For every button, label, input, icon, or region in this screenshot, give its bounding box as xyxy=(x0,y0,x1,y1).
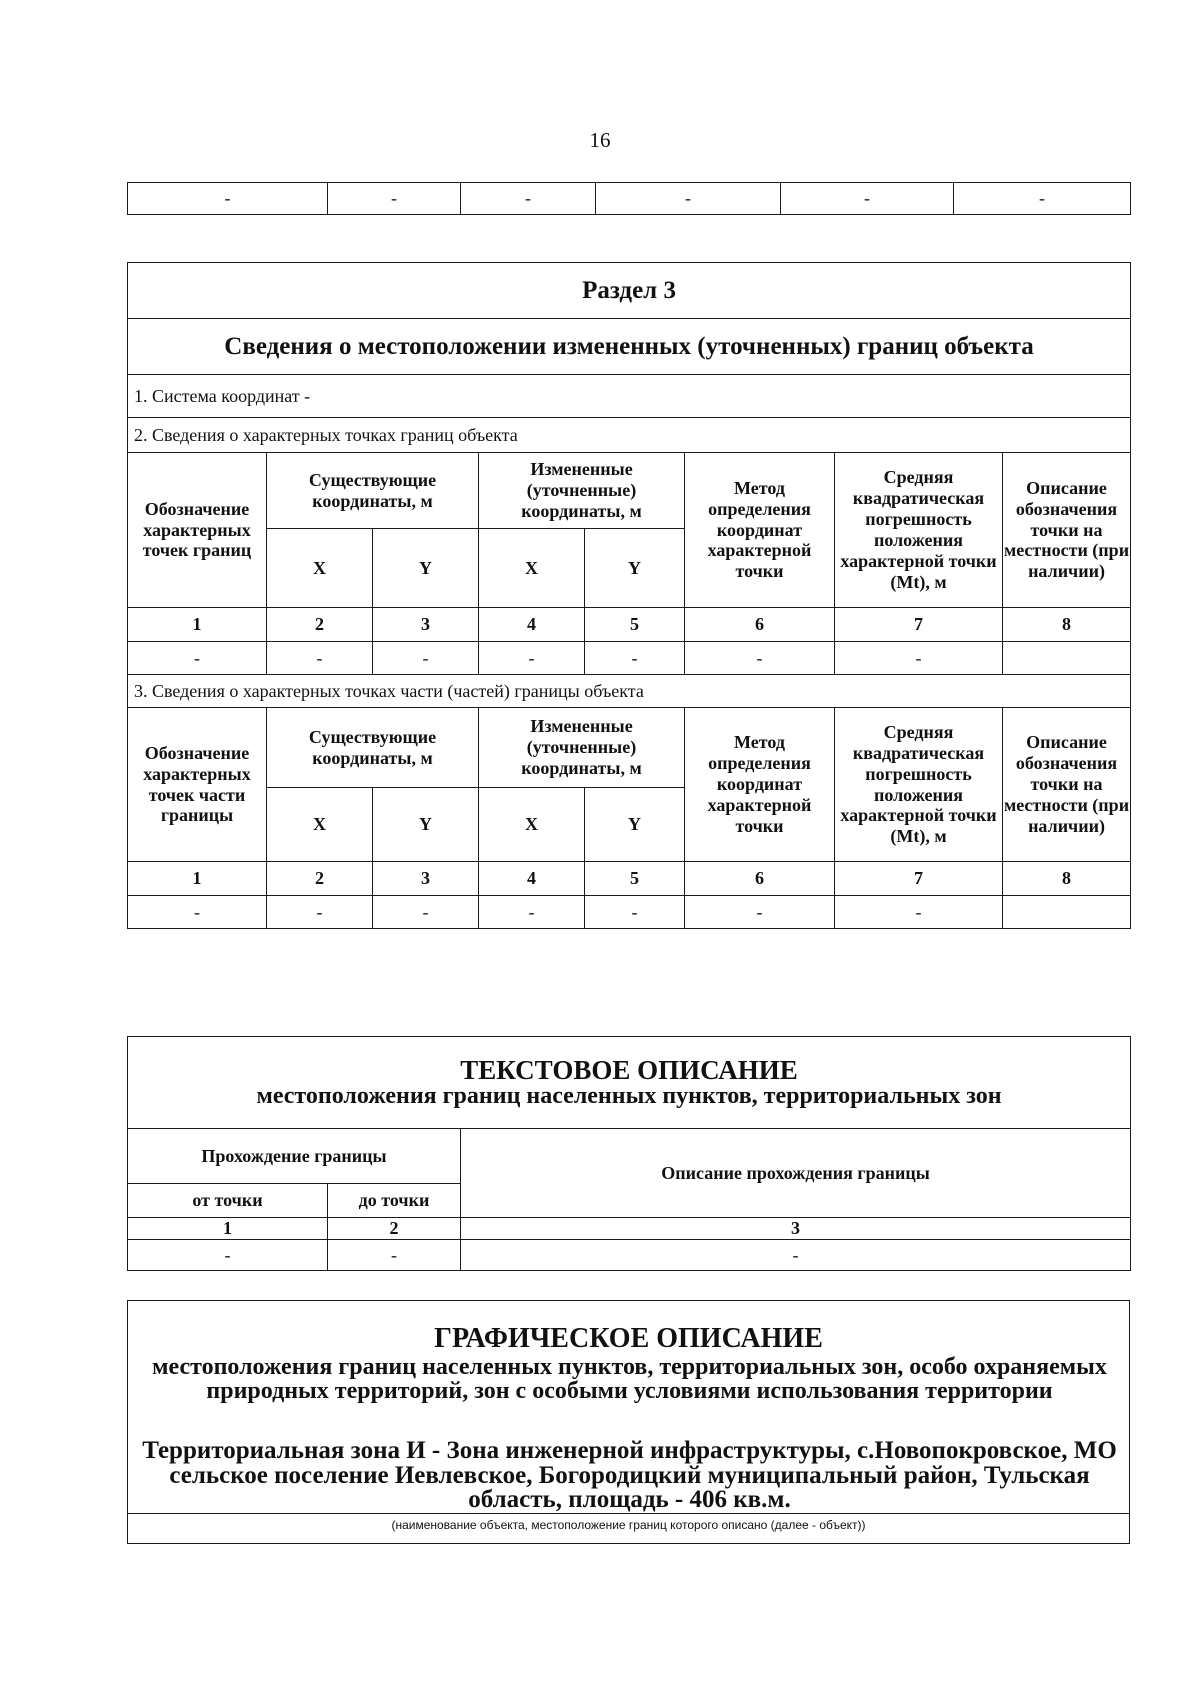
table-cell: - xyxy=(267,642,373,675)
table-cell: - xyxy=(835,642,1003,675)
table-cell: - xyxy=(685,896,835,929)
text-description-header xyxy=(128,1037,1131,1129)
table-cell xyxy=(1003,896,1131,929)
table-cell: - xyxy=(585,896,685,929)
col-x-existing: X xyxy=(267,529,373,608)
col-changed-coords: Измененные (уточненные) координаты, м xyxy=(479,453,685,529)
col-y-changed: Y xyxy=(585,788,685,862)
table-cell: - xyxy=(328,183,461,215)
col-x-existing: X xyxy=(267,788,373,862)
table-cell: - xyxy=(685,642,835,675)
text-description-title: ТЕКСТОВОЕ ОПИСАНИЕ xyxy=(460,1055,798,1085)
table-row xyxy=(128,183,1131,215)
graphic-description-subtitle: местоположения границ населенных пунктов, территориальных зон, особо охраняемых природных территорий, зон с особыми условиями использования территории xyxy=(152,1354,1107,1404)
table-row xyxy=(128,896,1131,929)
coordinate-system: 1. Система координат - xyxy=(128,375,1131,418)
col-x-changed: X xyxy=(479,788,585,862)
table-cell: - xyxy=(461,183,596,215)
section3-table xyxy=(127,262,1131,929)
table-cell: - xyxy=(128,896,267,929)
table-row xyxy=(128,642,1131,675)
column-number: 1 xyxy=(128,608,267,642)
col-changed-coords: Измененные (уточненные) координаты, м xyxy=(479,708,685,788)
table-cell: - xyxy=(461,1240,1131,1271)
section-subtitle: Сведения о местоположении измененных (уточненных) границ объекта xyxy=(128,319,1131,375)
object-name: Территориальная зона И - Зона инженерной инфраструктуры, с.Новопокровское, МО сельское поселение Иевлевское, Богородицкий муниципальный район, Тульская область, площадь - 406 кв.м. xyxy=(142,1437,1117,1513)
graphic-description-box xyxy=(127,1300,1130,1544)
table-cell: - xyxy=(128,642,267,675)
column-number: 3 xyxy=(373,608,479,642)
col-y-changed: Y xyxy=(585,529,685,608)
table-cell: - xyxy=(835,896,1003,929)
table-cell: - xyxy=(128,183,328,215)
table-cell: - xyxy=(328,1240,461,1271)
column-numbers-row xyxy=(128,1218,1131,1240)
column-number: 3 xyxy=(373,862,479,896)
to-point-header: до точки xyxy=(328,1184,461,1218)
col-y-existing: Y xyxy=(373,788,479,862)
table-cell xyxy=(1003,642,1131,675)
column-number: 7 xyxy=(835,862,1003,896)
table-cell: - xyxy=(373,896,479,929)
description-header: Описание прохождения границы xyxy=(461,1129,1131,1218)
col-method: Метод определения координат характерной точки xyxy=(685,708,835,862)
column-number: 2 xyxy=(328,1218,461,1240)
column-number: 2 xyxy=(267,608,373,642)
col-description: Описание обозначения точки на местности (при наличии) xyxy=(1003,708,1131,862)
passage-header: Прохождение границы xyxy=(128,1129,461,1184)
column-number: 1 xyxy=(128,1218,328,1240)
graphic-description-title: ГРАФИЧЕСКОЕ ОПИСАНИЕ xyxy=(434,1323,823,1354)
column-number: 3 xyxy=(461,1218,1131,1240)
col-existing-coords: Существующие координаты, м xyxy=(267,708,479,788)
col-error: Средняя квадратическая погрешность положения характерной точки (Mt), м xyxy=(835,453,1003,608)
table-cell: - xyxy=(373,642,479,675)
col-method: Метод определения координат характерной точки xyxy=(685,453,835,608)
text-description-subtitle: местоположения границ населенных пунктов, территориальных зон xyxy=(256,1083,1002,1109)
col-x-changed: X xyxy=(479,529,585,608)
column-numbers-row xyxy=(128,608,1131,642)
table-cell: - xyxy=(128,1240,328,1271)
part3-heading: 3. Сведения о характерных точках части (частей) границы объекта xyxy=(128,675,1131,708)
column-number: 5 xyxy=(585,862,685,896)
table-cell: - xyxy=(479,896,585,929)
text-description-table xyxy=(127,1036,1131,1271)
continuation-table xyxy=(127,182,1131,215)
col-error: Средняя квадратическая погрешность положения характерной точки (Mt), м xyxy=(835,708,1003,862)
column-number: 4 xyxy=(479,608,585,642)
column-number: 8 xyxy=(1003,862,1131,896)
table-cell: - xyxy=(596,183,781,215)
table-row xyxy=(128,1240,1131,1271)
column-number: 8 xyxy=(1003,608,1131,642)
part2-heading: 2. Сведения о характерных точках границ объекта xyxy=(128,418,1131,453)
page-number: 16 xyxy=(589,128,611,152)
from-point-header: от точки xyxy=(128,1184,328,1218)
col-description: Описание обозначения точки на местности (при наличии) xyxy=(1003,453,1131,608)
column-number: 7 xyxy=(835,608,1003,642)
col-point-label: Обозначение характерных точек границ xyxy=(128,453,267,608)
col-existing-coords: Существующие координаты, м xyxy=(267,453,479,529)
column-number: 6 xyxy=(685,862,835,896)
col-point-label: Обозначение характерных точек части границы xyxy=(128,708,267,862)
table-cell: - xyxy=(479,642,585,675)
object-caption: (наименование объекта, местоположение границ которого описано (далее - объект)) xyxy=(391,1518,866,1532)
column-number: 2 xyxy=(267,862,373,896)
table-cell: - xyxy=(267,896,373,929)
table-cell: - xyxy=(585,642,685,675)
column-numbers-row xyxy=(128,862,1131,896)
column-number: 1 xyxy=(128,862,267,896)
table-cell: - xyxy=(954,183,1131,215)
section-title: Раздел 3 xyxy=(128,263,1131,319)
divider xyxy=(128,1513,1129,1514)
column-number: 4 xyxy=(479,862,585,896)
column-number: 6 xyxy=(685,608,835,642)
col-y-existing: Y xyxy=(373,529,479,608)
column-number: 5 xyxy=(585,608,685,642)
table-cell: - xyxy=(781,183,954,215)
